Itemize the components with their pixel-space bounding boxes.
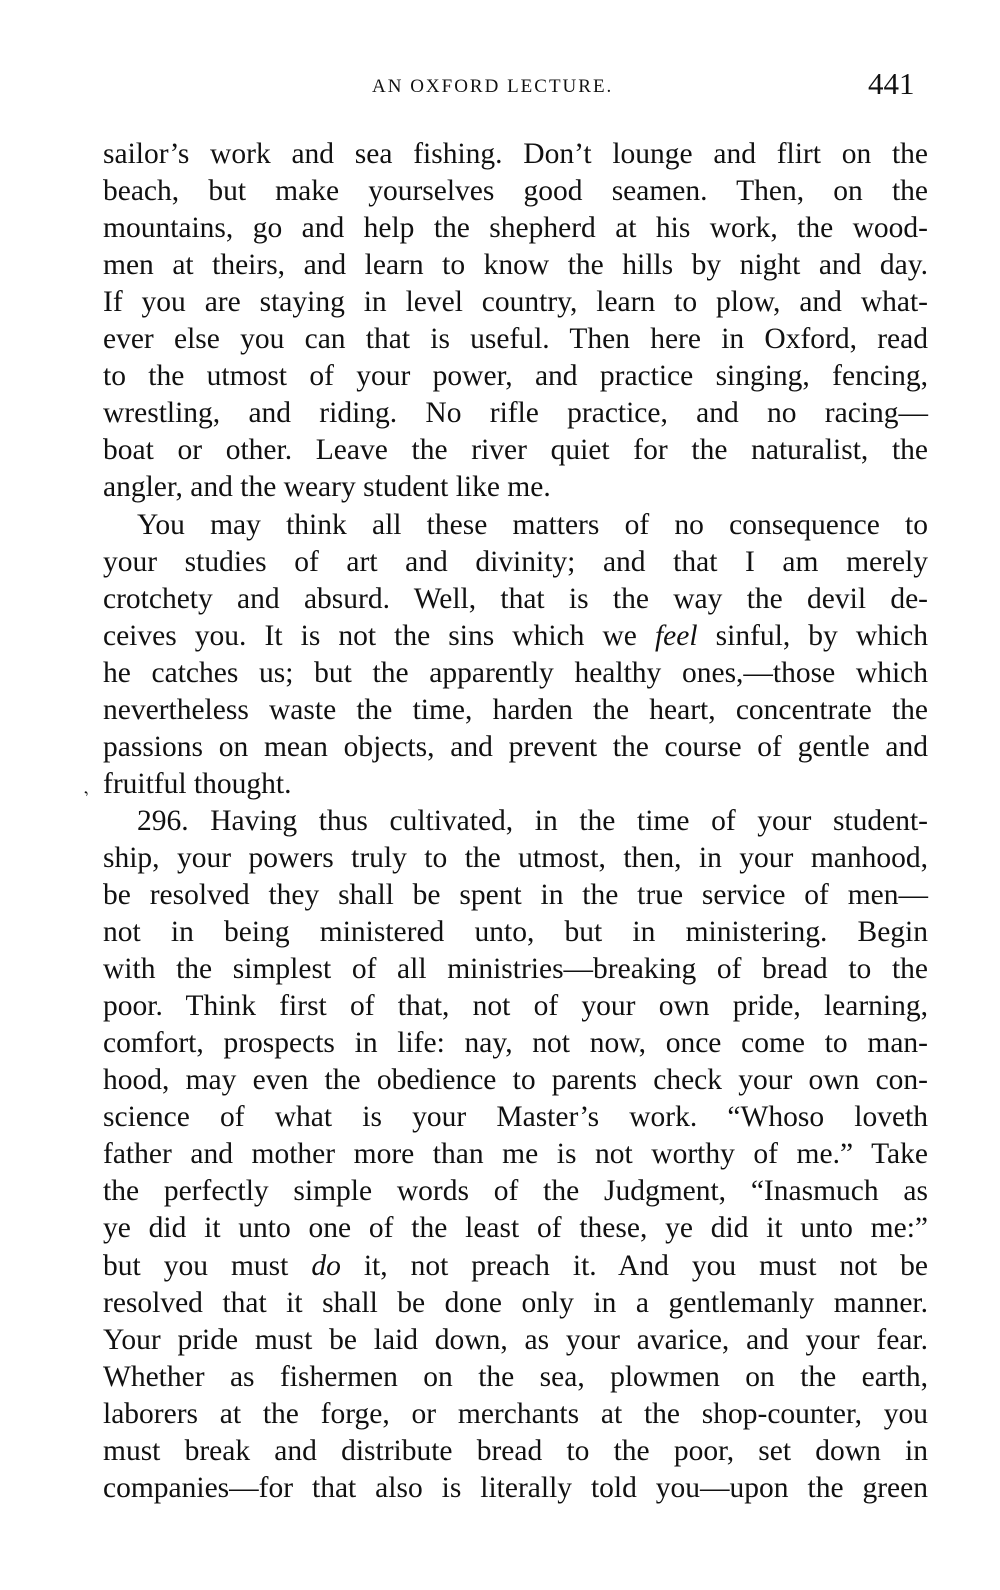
text-line-segment: passions on mean objects, and prevent the course of gentle and bbox=[103, 731, 928, 763]
text-line-segment: fruitful thought. bbox=[103, 768, 292, 800]
text-line-segment: sailor’s work and sea fishing. Don’t lounge and flirt on the bbox=[103, 138, 928, 170]
text-line bbox=[137, 803, 928, 840]
text-line-segment: but you must bbox=[103, 1250, 312, 1282]
text-line bbox=[103, 655, 928, 692]
text-line-segment: crotchety and absurd. Well, that is the way the devil de- bbox=[103, 583, 928, 615]
text-line-segment: sinful, by which bbox=[697, 620, 928, 652]
text-line-segment: ship, your powers truly to the utmost, then, in your manhood, bbox=[103, 842, 928, 874]
text-line bbox=[103, 1099, 928, 1136]
text-line-segment: mountains, go and help the shepherd at his work, the wood- bbox=[103, 212, 928, 244]
text-line-segment: Whether as fishermen on the sea, plowmen on the earth, bbox=[103, 1361, 928, 1393]
text-line bbox=[103, 1062, 928, 1099]
text-line bbox=[103, 729, 928, 766]
text-line-segment: it, not preach it. And you must not be bbox=[340, 1250, 928, 1282]
text-line-segment: 296. Having thus cultivated, in the time of your student- bbox=[137, 805, 928, 837]
text-line-segment: laborers at the forge, or merchants at the shop-counter, you bbox=[103, 1398, 928, 1430]
text-line bbox=[103, 1210, 928, 1247]
text-line-segment: If you are staying in level country, learn to plow, and what- bbox=[103, 286, 928, 318]
text-line-segment: father and mother more than me is not worthy of me.” Take bbox=[103, 1138, 928, 1170]
text-line-segment: boat or other. Leave the river quiet for the naturalist, the bbox=[103, 434, 928, 466]
italic-word: do bbox=[311, 1250, 341, 1282]
text-line bbox=[103, 988, 928, 1025]
text-line-segment: beach, but make yourselves good seamen. Then, on the bbox=[103, 175, 928, 207]
stray-mark: ‚ bbox=[74, 778, 91, 799]
text-line-segment: science of what is your Master’s work. “Whoso loveth bbox=[103, 1101, 928, 1133]
page-number: 441 bbox=[868, 66, 915, 101]
text-line-segment: ever else you can that is useful. Then here in Oxford, read bbox=[103, 323, 928, 355]
text-line bbox=[103, 914, 928, 951]
text-line-segment: not in being ministered unto, but in ministering. Begin bbox=[103, 916, 928, 948]
text-line bbox=[103, 1173, 928, 1210]
text-line-segment: Your pride must be laid down, as your avarice, and your fear. bbox=[103, 1324, 928, 1356]
text-line-segment: he catches us; but the apparently healthy ones,—those which bbox=[103, 657, 928, 689]
text-line bbox=[103, 692, 928, 729]
text-line bbox=[103, 284, 928, 321]
text-line-segment: ceives you. It is not the sins which we bbox=[103, 620, 655, 652]
text-line-segment: hood, may even the obedience to parents check your own con- bbox=[103, 1064, 928, 1096]
text-line-segment: nevertheless waste the time, harden the heart, concentrate the bbox=[103, 694, 928, 726]
text-line-segment: ye did it unto one of the least of these, ye did it unto me:” bbox=[103, 1212, 928, 1244]
text-line-segment: wrestling, and riding. No rifle practice, and no racing— bbox=[103, 397, 928, 429]
text-line bbox=[103, 1470, 928, 1507]
text-line-segment: men at theirs, and learn to know the hills by night and day. bbox=[103, 249, 928, 281]
text-line bbox=[103, 1285, 928, 1322]
text-line bbox=[103, 581, 928, 618]
text-line bbox=[103, 1322, 928, 1359]
text-line bbox=[103, 210, 928, 247]
italic-word: feel bbox=[654, 620, 698, 652]
running-title: AN OXFORD LECTURE. bbox=[372, 76, 614, 97]
text-line bbox=[103, 1396, 928, 1433]
text-line-segment: You may think all these matters of no consequence to bbox=[137, 509, 928, 541]
text-line bbox=[103, 173, 928, 210]
text-line bbox=[103, 877, 928, 914]
text-line-segment: comfort, prospects in life: nay, not now, once come to man- bbox=[103, 1027, 928, 1059]
text-line-segment: poor. Think first of that, not of your own pride, learning, bbox=[103, 990, 928, 1022]
text-line-segment: companies—for that also is literally told you—upon the green bbox=[103, 1472, 928, 1504]
text-line bbox=[103, 247, 928, 284]
text-line-segment: be resolved they shall be spent in the true service of men— bbox=[103, 879, 928, 911]
text-line-segment: angler, and the weary student like me. bbox=[103, 471, 551, 503]
text-line bbox=[103, 432, 928, 469]
text-line-segment: your studies of art and divinity; and that I am merely bbox=[103, 546, 928, 578]
text-line-segment: with the simplest of all ministries—breaking of bread to the bbox=[103, 953, 928, 985]
text-line-segment: the perfectly simple words of the Judgment, “Inasmuch as bbox=[103, 1175, 928, 1207]
text-line bbox=[103, 1359, 928, 1396]
text-line-segment: must break and distribute bread to the poor, set down in bbox=[103, 1435, 928, 1467]
text-line bbox=[103, 951, 928, 988]
text-line bbox=[103, 136, 928, 173]
text-line bbox=[103, 1433, 928, 1470]
text-line bbox=[103, 358, 928, 395]
text-line bbox=[103, 395, 928, 432]
text-line bbox=[103, 618, 928, 655]
text-line-segment: to the utmost of your power, and practice singing, fencing, bbox=[103, 360, 928, 392]
text-line bbox=[103, 321, 928, 358]
text-line bbox=[103, 766, 928, 803]
text-line bbox=[103, 469, 928, 506]
text-line bbox=[103, 840, 928, 877]
text-line bbox=[103, 1248, 928, 1285]
text-line-segment: resolved that it shall be done only in a gentlemanly manner. bbox=[103, 1287, 928, 1319]
text-line bbox=[103, 1025, 928, 1062]
text-line bbox=[137, 507, 928, 544]
text-line bbox=[103, 1136, 928, 1173]
text-line bbox=[103, 544, 928, 581]
